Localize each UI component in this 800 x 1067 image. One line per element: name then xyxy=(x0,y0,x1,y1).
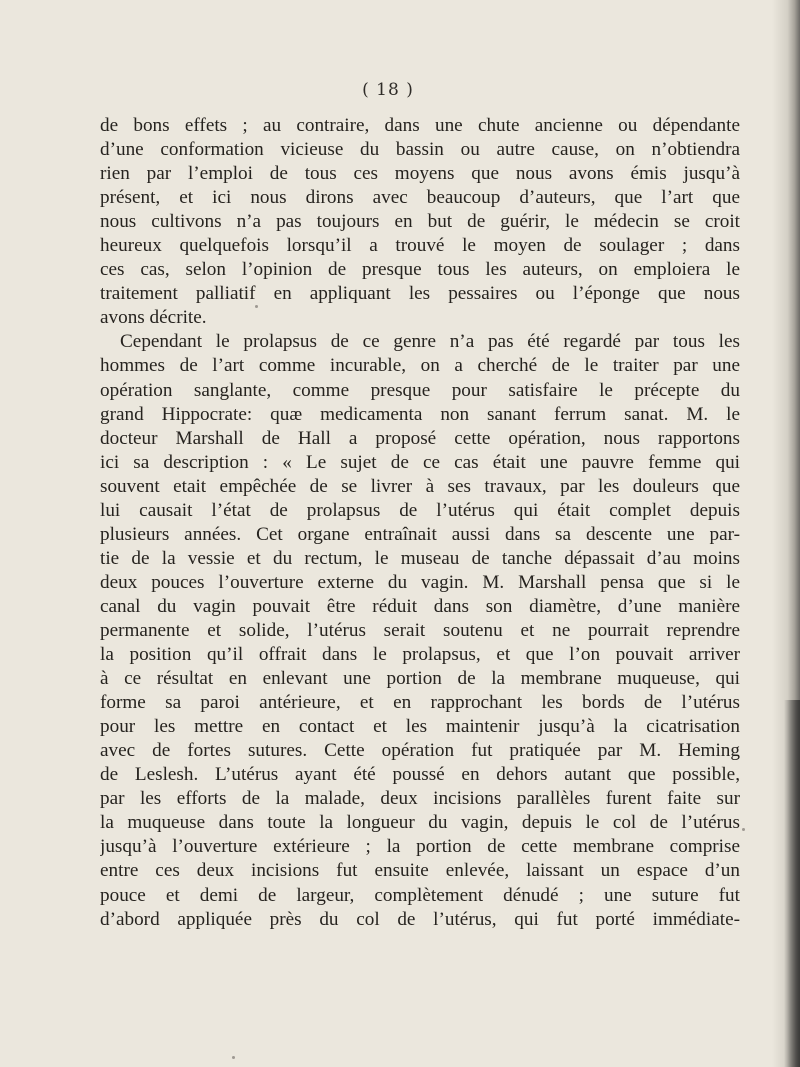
text-line: rien par l’emploi de tous ces moyens que nous avons émis jusqu’à xyxy=(100,163,740,185)
body-text xyxy=(100,114,740,932)
text-line: à ce résultat en enlevant une portion de la membrane muqueuse, qui xyxy=(100,668,740,690)
page-edge-dark xyxy=(784,700,800,1067)
text-line: pouce et demi de largeur, complètement dénudé ; une suture fut xyxy=(100,884,740,906)
text-line: ces cas, selon l’opinion de presque tous les auteurs, on emploiera le xyxy=(100,259,740,281)
text-line: entre ces deux incisions fut ensuite enlevée, laissant un espace d’un xyxy=(100,860,740,882)
text-line: par les efforts de la malade, deux incisions parallèles furent faite sur xyxy=(100,788,740,810)
text-line: hommes de l’art comme incurable, on a cherché de le traiter par une xyxy=(100,355,740,377)
text-line: avons décrite. xyxy=(100,307,207,329)
text-line: plusieurs années. Cet organe entraînait aussi dans sa descente une par- xyxy=(100,523,740,545)
text-line: grand Hippocrate: quæ medicamenta non sanant ferrum sanat. M. le xyxy=(100,403,740,425)
text-line: traitement palliatif en appliquant les pessaires ou l’éponge que nous xyxy=(100,283,740,305)
page-number: ( 18 ) xyxy=(362,80,414,100)
text-line: nous cultivons n’a pas toujours en but de guérir, le médecin se croit xyxy=(100,211,740,233)
text-line: opération sanglante, comme presque pour satisfaire le précepte du xyxy=(100,379,740,401)
text-line: canal du vagin pouvait être réduit dans son diamètre, d’une manière xyxy=(100,595,740,617)
paper-speck xyxy=(232,1056,235,1059)
text-line: de bons effets ; au contraire, dans une chute ancienne ou dépendante xyxy=(100,115,740,136)
paper-speck xyxy=(742,828,745,831)
text-line: heureux quelquefois lorsqu’il a trouvé le moyen de soulager ; dans xyxy=(100,235,740,257)
text-line: présent, et ici nous dirons avec beaucoup d’auteurs, que l’art que xyxy=(100,187,740,209)
text-line: d’abord appliquée près du col de l’utérus, qui fut porté immédiate- xyxy=(100,908,740,930)
text-line: tie de la vessie et du rectum, le museau de tanche dépassait d’au moins xyxy=(100,547,740,569)
text-line: jusqu’à l’ouverture extérieure ; la portion de cette membrane comprise xyxy=(100,836,740,858)
paper-speck xyxy=(255,305,258,308)
text-line: de Leslesh. L’utérus ayant été poussé en dehors autant que possible, xyxy=(100,764,740,786)
text-line: d’une conformation vicieuse du bassin ou autre cause, on n’obtiendra xyxy=(100,139,740,161)
text-line: avec de fortes sutures. Cette opération fut pratiquée par M. Heming xyxy=(100,740,740,762)
text-line: pour les mettre en contact et les maintenir jusqu’à la cicatrisation xyxy=(100,716,740,738)
text-line: Cependant le prolapsus de ce genre n’a pas été regardé par tous les xyxy=(120,331,740,353)
text-line: lui causait l’état de prolapsus de l’utérus qui était complet depuis xyxy=(100,499,740,521)
text-line: deux pouces l’ouverture externe du vagin. M. Marshall pensa que si le xyxy=(100,571,740,593)
text-line: souvent etait empêchée de se livrer à ses travaux, par les douleurs que xyxy=(100,475,740,497)
text-line: la position qu’il offrait dans le prolapsus, et que l’on pouvait arriver xyxy=(100,644,740,666)
text-line: la muqueuse dans toute la longueur du vagin, depuis le col de l’utérus xyxy=(100,812,740,834)
text-line: forme sa paroi antérieure, et en rapprochant les bords de l’utérus xyxy=(100,692,740,714)
text-line: docteur Marshall de Hall a proposé cette opération, nous rapportons xyxy=(100,427,740,449)
text-line: ici sa description : « Le sujet de ce cas était une pauvre femme qui xyxy=(100,451,740,473)
text-line: permanente et solide, l’utérus serait soutenu et ne pourrait reprendre xyxy=(100,619,740,641)
